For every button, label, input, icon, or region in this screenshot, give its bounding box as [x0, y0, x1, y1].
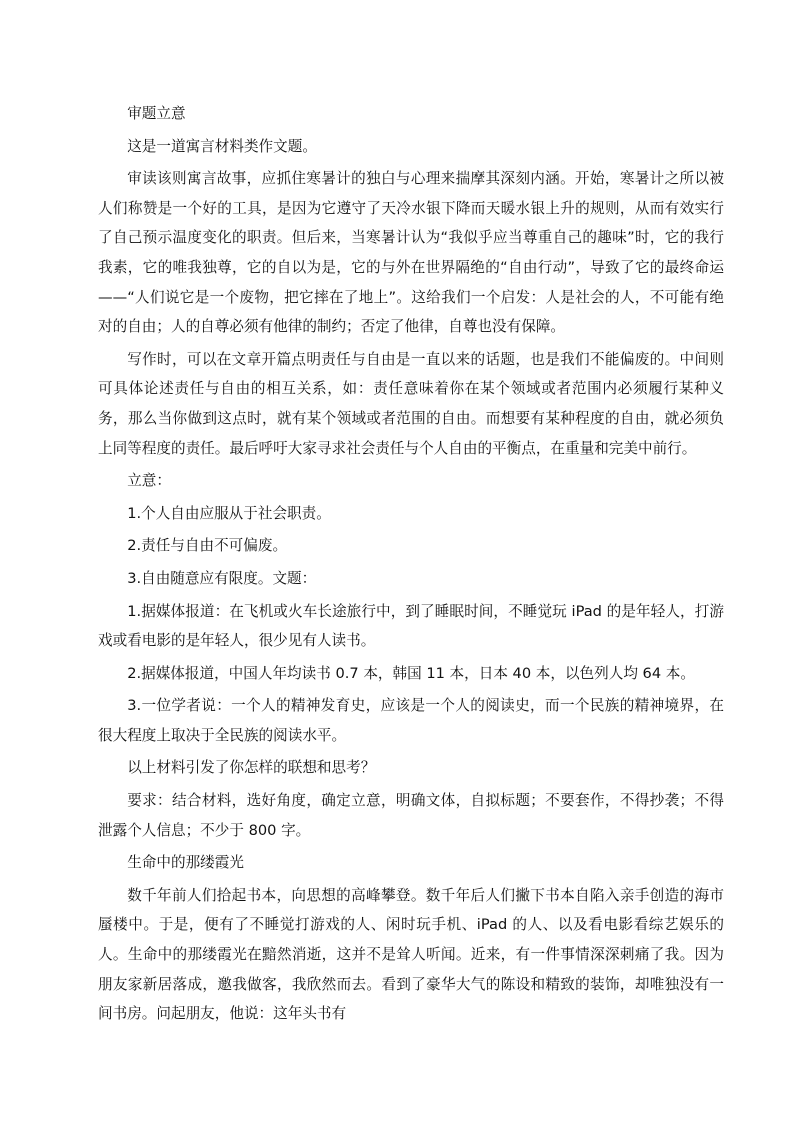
intro-paragraph: 这是一道寓言材料类作文题。 [127, 137, 317, 155]
liyi-item-2: 2.责任与自由不可偏废。 [127, 537, 288, 555]
essay-title: 生命中的那缕霞光 [127, 854, 244, 872]
document-body [98, 99, 724, 1029]
section-heading-shenti-liyi: 审题立意 [127, 105, 186, 122]
liyi-item-3: 3.自由随意应有限度。文题： [127, 569, 317, 587]
prompt-question: 以上材料引发了你怎样的联想和思考？ [127, 759, 376, 777]
essay-paragraph: 数千年前人们拾起书本，向思想的高峰攀登。数千年后人们撇下书本自陷入亲手创造的海市蜃楼中。于是，便有了不睡觉打游戏的人、闲时玩手机、iPad 的人、以及看电影看综艺娱乐的人。生命中的那缕霞光在黯然消逝，这并不是耸人听闻。近来，有一件事情深深刺痛了我。因为朋友家新居落成，邀我做客，我欣然而去。看到了豪华大气的陈设和精致的装饰，却唯独没有一间书房。问起朋友，他说：这年头书有 [98, 886, 724, 1023]
requirements-paragraph: 要求：结合材料，选好角度，确定立意，明确文体，自拟标题；不要套作，不得抄袭；不得泄露个人信息；不少于 800 字。 [98, 792, 724, 839]
material-item-2: 2.据媒体报道，中国人年均读书 0.7 本，韩国 11 本，日本 40 本，以色列人均 64 本。 [127, 664, 695, 682]
liyi-item-1: 1.个人自由应服从于社会职责。 [127, 504, 331, 522]
analysis-paragraph: 审读该则寓言故事，应抓住寒暑计的独白与心理来揣摩其深刻内涵。开始，寒暑计之所以被人们称赞是一个好的工具，是因为它遵守了天冷水银下降而天暖水银上升的规则，从而有效实行了自己预示温度变化的职责。但后来，当寒暑计认为“我似乎应当尊重自己的趣味”时，它的我行我素，它的唯我独尊，它的自以为是，它的与外在世界隔绝的“自由行动”，导致了它的最终命运——“人们说它是一个废物，把它摔在了地上”。这给我们一个启发：人是社会的人，不可能有绝对的自由；人的自尊必须有他律的制约；否定了他律，自尊也没有保障。 [98, 170, 724, 336]
writing-guidance-paragraph: 写作时，可以在文章开篇点明责任与自由是一直以来的话题，也是我们不能偏废的。中间则可具体论述责任与自由的相互关系，如：责任意味着你在某个领域或者范围内必须履行某种义务，那么当你做到这点时，就有某个领域或者范围的自由。而想要有某种程度的自由，就必须负上同等程度的责任。最后呼吁大家寻求社会责任与个人自由的平衡点，在重量和完美中前行。 [98, 350, 724, 457]
liyi-heading: 立意： [127, 472, 171, 490]
material-item-3: 3.一位学者说：一个人的精神发育史，应该是一个人的阅读史，而一个民族的精神境界，在很大程度上取决于全民族的阅读水平。 [98, 697, 724, 744]
material-item-1: 1.据媒体报道：在飞机或火车长途旅行中，到了睡眠时间，不睡觉玩 iPad 的是年轻人，打游戏或看电影的是年轻人，很少见有人读书。 [98, 602, 724, 650]
